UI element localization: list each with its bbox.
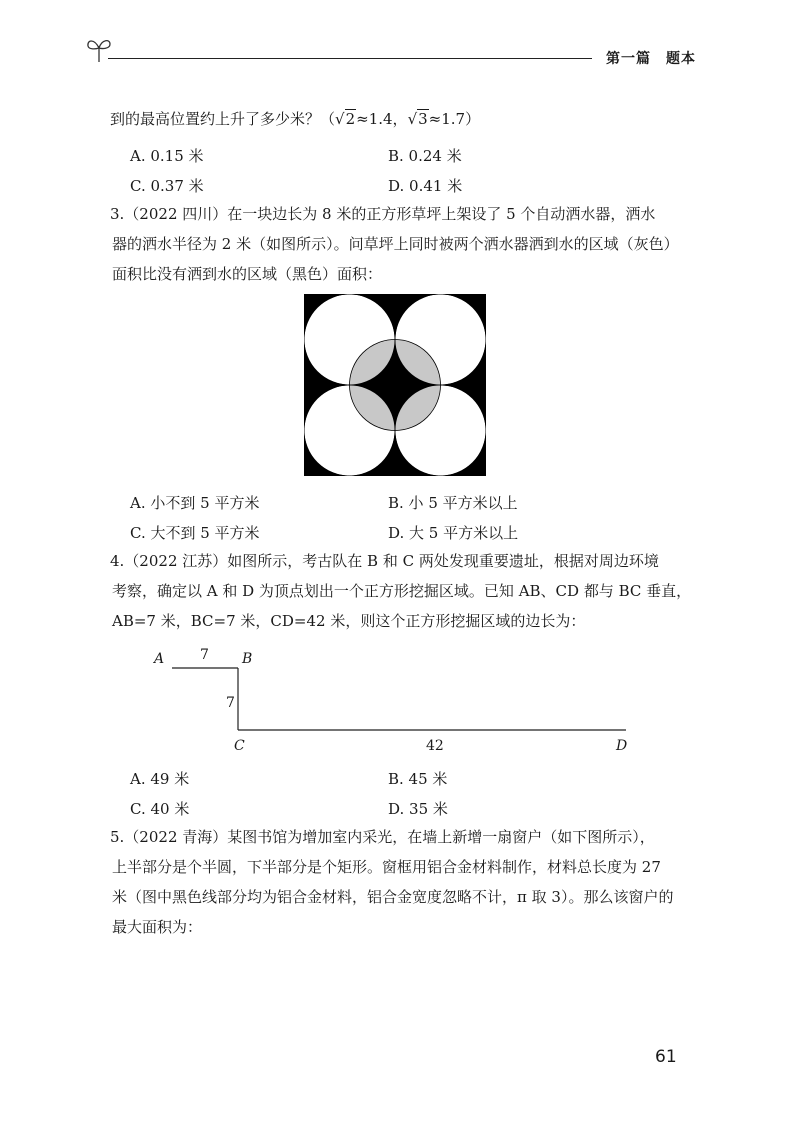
q3-option-b: B. 小 5 平方米以上 (388, 494, 518, 512)
bc-length-label: 7 (226, 695, 235, 711)
q4-option-d: D. 35 米 (388, 800, 448, 818)
q4-option-c: C. 40 米 (130, 800, 190, 818)
q2-tail-line (110, 104, 690, 134)
q2-option-a: A. 0.15 米 (130, 147, 204, 165)
point-a-label: A (154, 651, 165, 667)
point-d-label: D (616, 738, 628, 754)
q4-line-2: 考察，确定以 A 和 D 为顶点划出一个正方形挖掘区域。已知 AB、CD 都与 BC 垂直， (112, 582, 692, 600)
page-number: 61 (655, 1047, 677, 1067)
q3-option-a: A. 小不到 5 平方米 (130, 494, 260, 512)
cd-length-label: 42 (426, 738, 444, 754)
q4-option-b: B. 45 米 (388, 770, 448, 788)
sqrt-3-radicand: 3 (418, 110, 428, 128)
q4-line-1: 4.（2022 江苏）如图所示，考古队在 B 和 C 两处发现重要遗址，根据对周边环境 (110, 552, 659, 570)
point-b-label: B (242, 651, 253, 667)
q2-option-c: C. 0.37 米 (130, 177, 204, 195)
sqrt-2-radicand: 2 (345, 110, 356, 128)
q5-line-1: 5.（2022 青海）某图书馆为增加室内采光，在墙上新增一扇窗户（如下图所示）， (110, 828, 655, 846)
q5-line-4: 最大面积为： (112, 918, 203, 936)
q2-tail-text: 到的最高位置约上升了多少米？（ (110, 110, 336, 128)
q3-option-d: D. 大 5 平方米以上 (388, 524, 519, 542)
q3-line-3: 面积比没有洒到水的区域（黑色）面积： (112, 265, 383, 283)
q5-line-3: 米（图中黑色线部分均为铝合金材料，铝合金宽度忽略不计，π 取 3）。那么该窗户的 (112, 888, 674, 906)
approx-2: ≈1.4， (356, 110, 408, 128)
q2-option-b: B. 0.24 米 (388, 147, 462, 165)
q4-option-a: A. 49 米 (130, 770, 190, 788)
approx-3: ≈1.7） (428, 110, 481, 128)
q3-line-2: 器的洒水半径为 2 米（如图所示）。问草坪上同时被两个洒水器洒到水的区域（灰色） (112, 235, 679, 253)
section-title: 第一篇 题本 (606, 51, 696, 67)
point-c-label: C (234, 738, 245, 754)
q4-line-3: AB=7 米，BC=7 米，CD=42 米，则这个正方形挖掘区域的边长为： (112, 612, 586, 630)
sprout-icon (84, 34, 114, 64)
q5-line-2: 上半部分是个半圆，下半部分是个矩形。窗框用铝合金材料制作，材料总长度为 27 (112, 858, 661, 876)
ab-length-label: 7 (200, 647, 209, 663)
sprinkler-figure (304, 294, 486, 476)
sqrt-3: √3 (407, 110, 428, 128)
sqrt-2: √2 (335, 110, 356, 128)
header-rule (108, 58, 592, 59)
q3-line-1: 3.（2022 四川）在一块边长为 8 米的正方形草坪上架设了 5 个自动洒水器，洒水 (110, 205, 656, 223)
q3-option-c: C. 大不到 5 平方米 (130, 524, 260, 542)
q2-option-d: D. 0.41 米 (388, 177, 463, 195)
